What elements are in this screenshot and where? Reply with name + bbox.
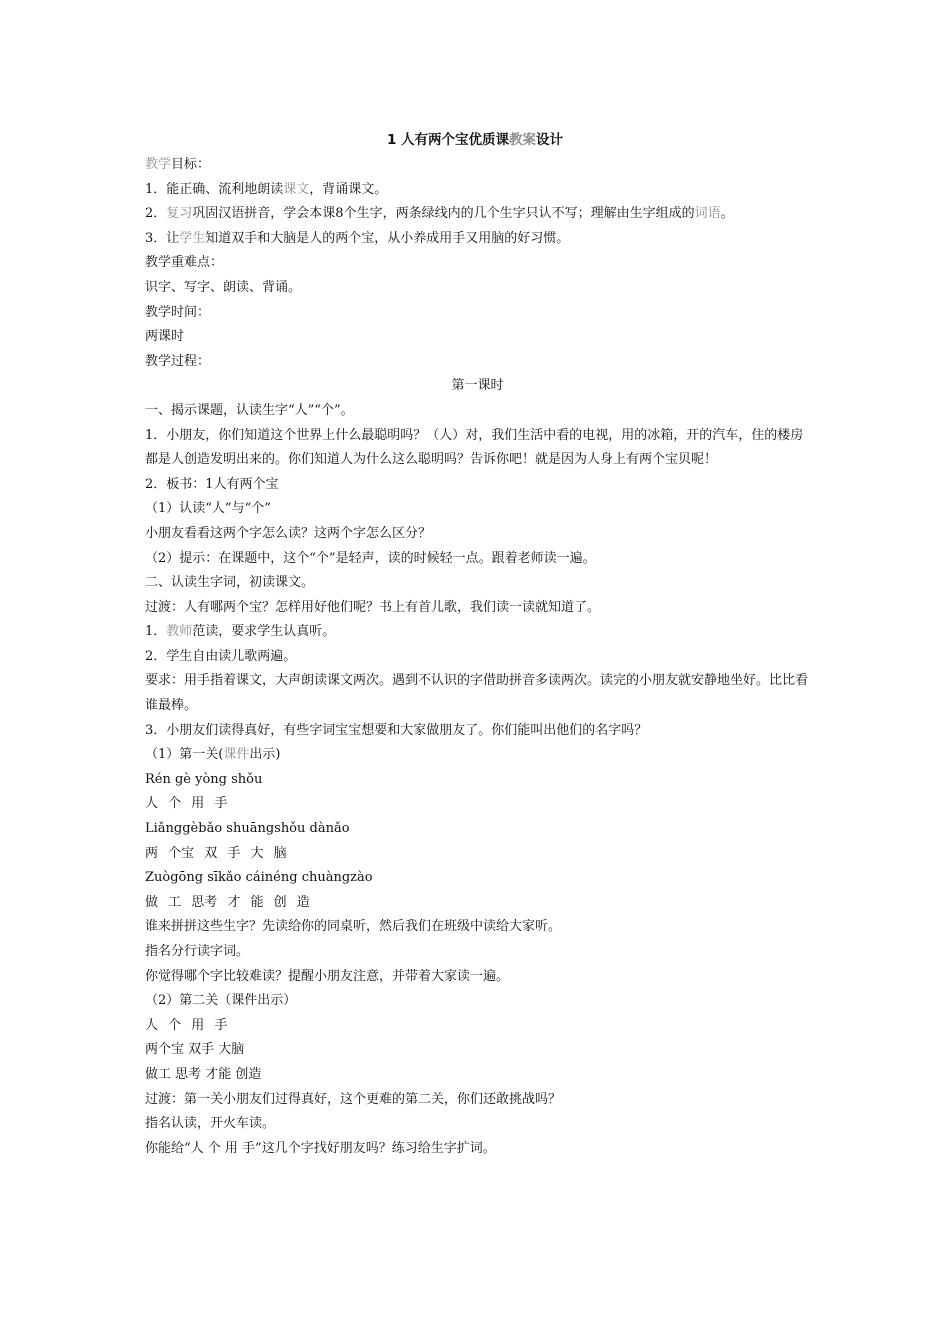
- lesson-1-heading: 第一课时: [451, 378, 504, 394]
- time-label: 教学时间：: [145, 304, 211, 320]
- paragraph: 谁来拼拼这些生字？先读给你的同桌听，然后我们在班级中读给大家听。: [145, 919, 562, 935]
- document-body: [145, 153, 810, 1161]
- word-line: 两个宝 双手 大脑: [145, 1042, 245, 1058]
- level-1-label: （1）第一关(课件出示): [145, 747, 281, 763]
- paragraph: （1）认读“人”与“个”: [145, 501, 271, 517]
- section-2-heading: 二、认读生字词，初读课文。: [145, 575, 315, 591]
- paragraph: 过渡：第一关小朋友们过得真好，这个更难的第二关，你们还敢挑战吗？: [145, 1091, 562, 1107]
- character-line: 做 工 思考 才 能 创 造: [145, 894, 310, 910]
- document-title: 1 人有两个宝优质课教案设计: [386, 132, 564, 148]
- pinyin-line: Rén gè yòng shǒu: [145, 771, 263, 787]
- paragraph: 你能给“人 个 用 手”这几个字找好朋友吗？练习给生字扩词。: [145, 1140, 496, 1156]
- paragraph: 3．小朋友们读得真好，有些字词宝宝想要和大家做朋友了。你们能叫出他们的名字吗？: [145, 722, 648, 738]
- objective-2: 2．复习巩固汉语拼音，学会本课8个生字，两条绿线内的几个生字只认不写；理解由生字组成的词语。: [145, 206, 734, 222]
- process-label: 教学过程：: [145, 353, 211, 369]
- word-line: 人 个 用 手: [145, 1017, 228, 1033]
- paragraph: 2．板书：1人有两个宝: [145, 476, 279, 492]
- paragraph: 1．教师范读，要求学生认真听。: [145, 624, 336, 640]
- objective-3: 3．让学生知道双手和大脑是人的两个宝，从小养成用手又用脑的好习惯。: [145, 230, 570, 246]
- paragraph: 过渡：人有哪两个宝？怎样用好他们呢？书上有首儿歌，我们读一读就知道了。: [145, 599, 601, 615]
- paragraph: 指名分行读字词。: [145, 944, 250, 959]
- paragraph: 你觉得哪个字比较难读？提醒小朋友注意，并带着大家读一遍。: [145, 968, 510, 984]
- paragraph: 2．学生自由读儿歌两遍。: [145, 648, 297, 664]
- key-points: 识字、写字、朗读、背诵。: [145, 279, 302, 295]
- paragraph: 小朋友看看这两个字怎么读？这两个字怎么区分？: [145, 525, 432, 541]
- objectives-label: 教学目标：: [145, 157, 211, 172]
- character-line: 两 个宝 双 手 大 脑: [145, 845, 287, 861]
- level-2-label: （2）第二关（课件出示）: [145, 993, 297, 1009]
- paragraph: 要求：用手指着课文，大声朗读课文两次。遇到不认识的字借助拼音多读两次。读完的小朋友就安静地坐好。比比看谁最棒。: [145, 673, 809, 714]
- paragraph: （2）提示：在课题中，这个“个”是轻声，读的时候轻一点。跟着老师读一遍。: [145, 550, 596, 566]
- pinyin-line: Zuògōng sīkǎo cáinéng chuàngzào: [145, 870, 373, 886]
- section-1-heading: 一、揭示课题，认读生字“人”“个”。: [145, 402, 354, 418]
- time-value: 两课时: [145, 329, 185, 345]
- paragraph: 指名认读，开火车读。: [145, 1116, 276, 1132]
- objective-1: 1．能正确、流利地朗读课文，背诵课文。: [145, 181, 388, 197]
- key-points-label: 教学重难点：: [145, 255, 224, 271]
- character-line: 人 个 用 手: [145, 796, 228, 812]
- pinyin-line: Liǎnggèbǎo shuāngshǒu dànǎo: [145, 821, 350, 837]
- paragraph: 1．小朋友，你们知道这个世界上什么最聪明吗？（人）对，我们生活中看的电视，用的冰箱，开的汽车，住的楼房都是人创造发明出来的。你们知道人为什么这么聪明吗？告诉你吧！就是因为人身上有两个宝贝呢！: [145, 427, 804, 468]
- word-line: 做工 思考 才能 创造: [145, 1066, 262, 1082]
